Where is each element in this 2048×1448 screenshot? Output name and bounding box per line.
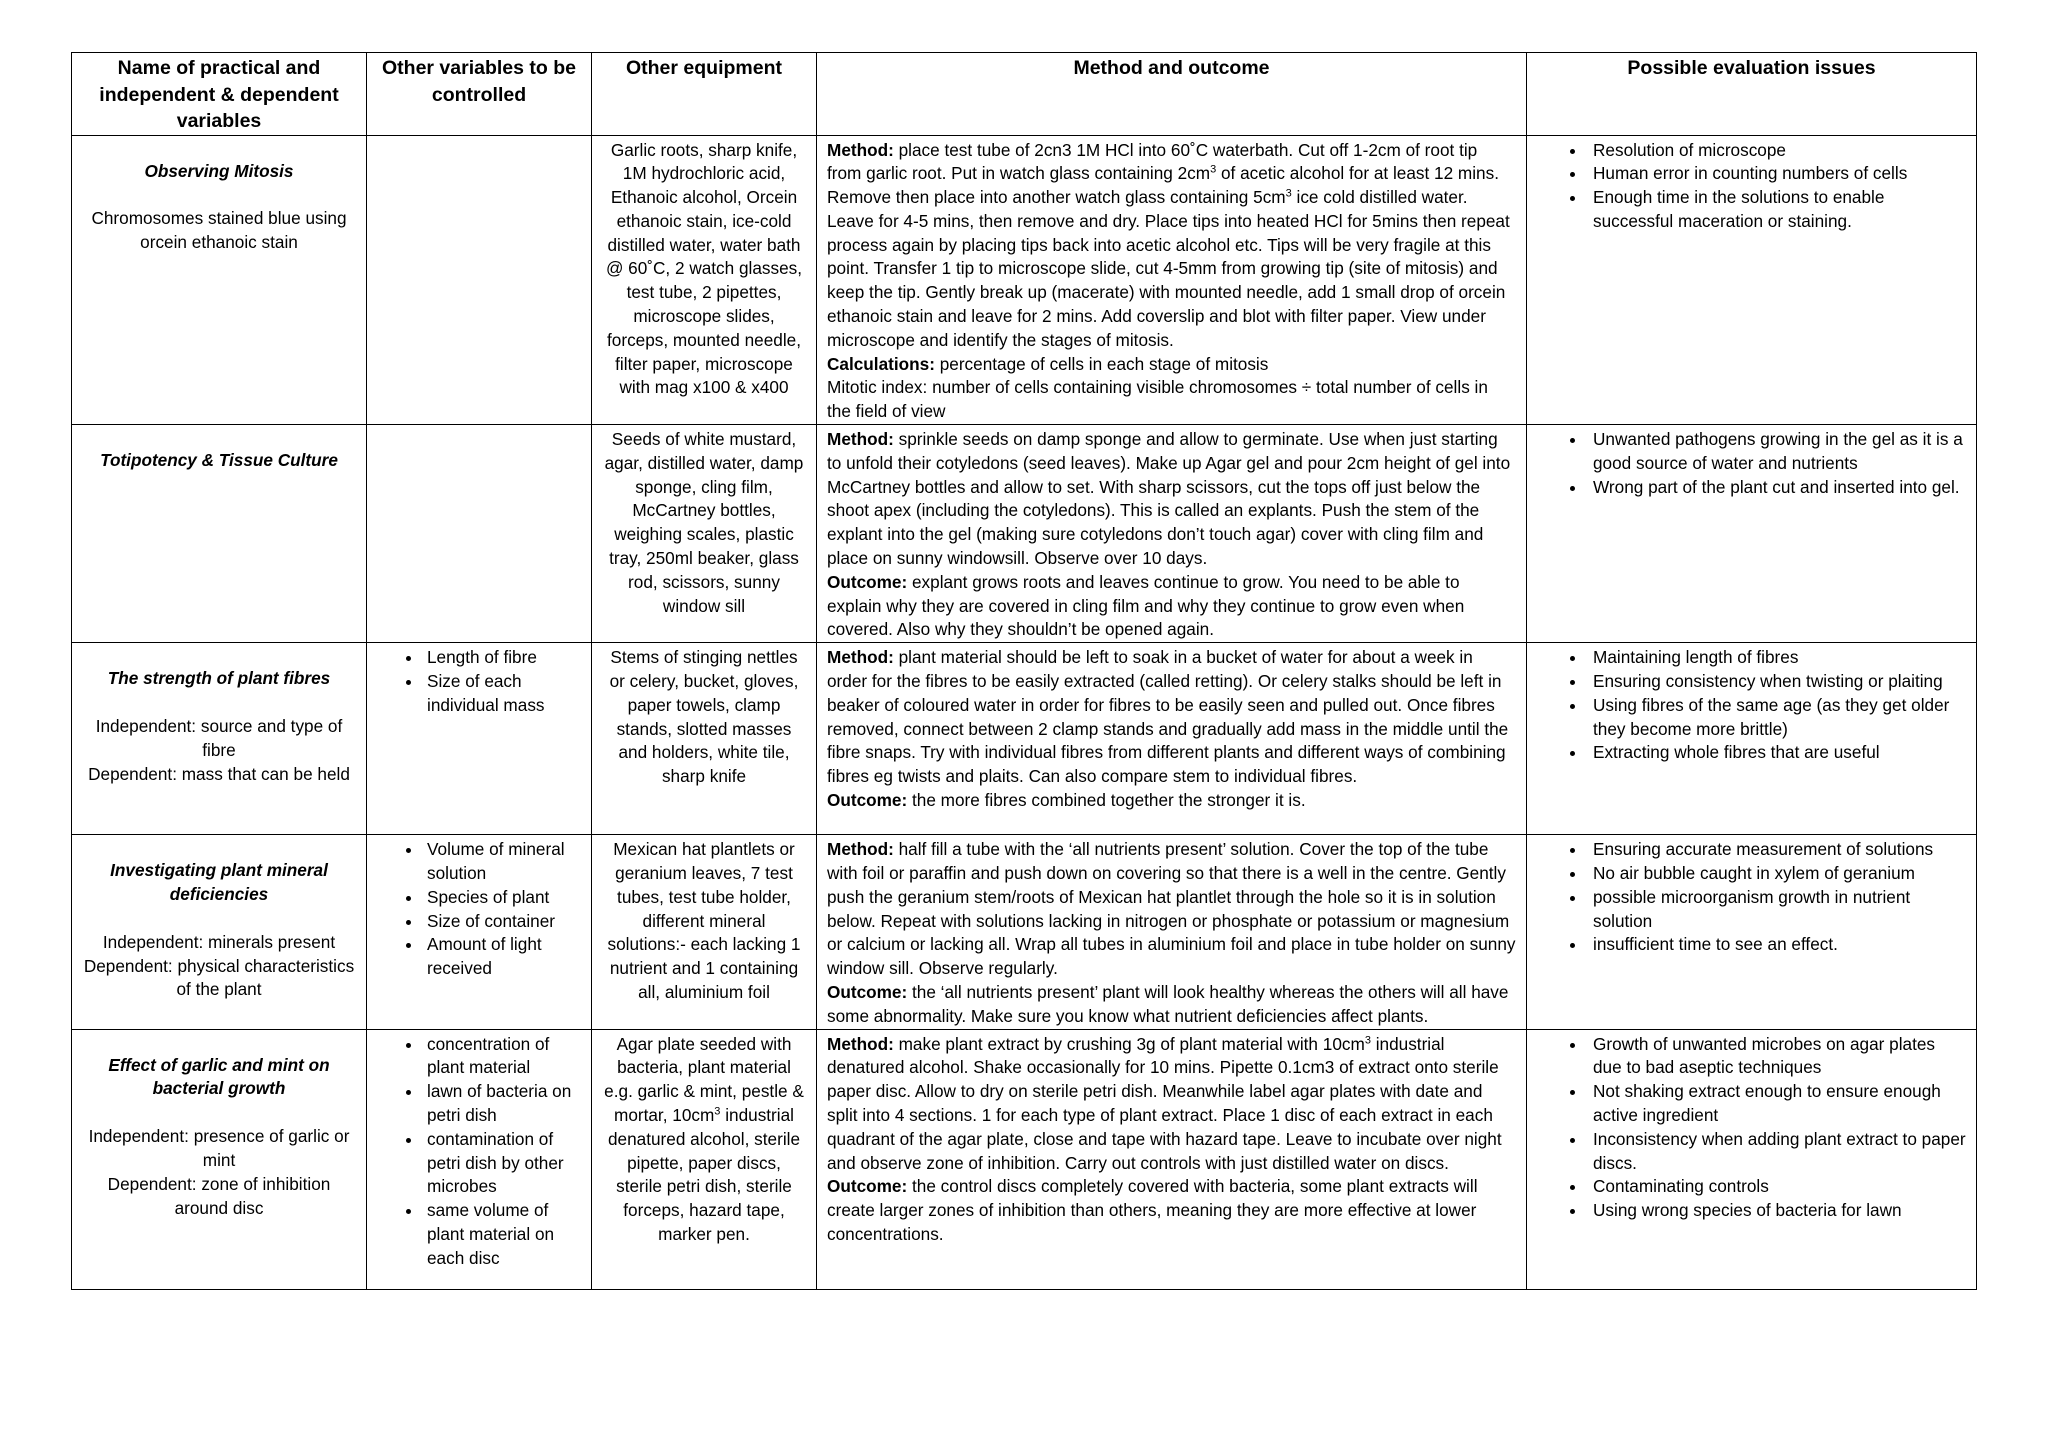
evaluation-cell <box>1527 643 1977 835</box>
controls-cell <box>367 643 592 835</box>
list-item: • possible microorganism growth in nutrient solution <box>1587 886 1966 934</box>
practical-dependent: Dependent: mass that can be held <box>88 763 350 784</box>
practical-dependent: Dependent: physical characteristics of the plant <box>83 955 355 1000</box>
mitotic-index-text: Mitotic index: number of cells containing visible chromosomes ÷ total number of cells in the field of view <box>827 377 1488 422</box>
evaluation-list <box>1537 646 1966 765</box>
evaluation-cell <box>1527 835 1977 1029</box>
method-label: Method: <box>827 839 894 860</box>
method-label: Method: <box>827 1033 894 1054</box>
controls-cell <box>367 135 592 425</box>
list-item: • Size of each individual mass <box>423 670 581 718</box>
header-equipment: Other equipment <box>592 53 817 136</box>
evaluation-cell <box>1527 425 1977 643</box>
header-method: Method and outcome <box>817 53 1527 136</box>
table-row <box>72 835 1977 1029</box>
controls-list <box>377 838 581 981</box>
list-item: • Contaminating controls <box>1587 1175 1966 1199</box>
method-cell <box>817 1029 1527 1289</box>
list-item: • Human error in counting numbers of cells <box>1587 162 1966 186</box>
method-text: Method: plant material should be left to soak in a bucket of water for about a week in order for the fibres to be easily extracted (called retting). Or celery stalks should be left in beaker of coloured water in order for fibres to be easily seen and pulled out. Once fibres removed, connect between 2 clamp stands and gradually add mass in the middle until the fibre snaps. Try with individual fibres from different plants and different ways of combining fibres eg twists and plaits. Can also compare stem to individual fibres. <box>827 647 1509 787</box>
calculations-text: Calculations: percentage of cells in each stage of mitosis <box>827 353 1269 374</box>
equipment-cell: Mexican hat plantlets or geranium leaves, 7 test tubes, test tube holder, different mineral solutions:- each lacking 1 nutrient and 1 containing all, aluminium foil <box>592 835 817 1029</box>
header-evaluation: Possible evaluation issues <box>1527 53 1977 136</box>
evaluation-list <box>1537 139 1966 234</box>
outcome-text: Outcome: explant grows roots and leaves continue to grow. You need to be able to explain why they are covered in cling film and why they continue to grow even when covered. Also why they shouldn’t be opened again. <box>827 571 1465 640</box>
practical-title: Observing Mitosis <box>144 160 294 181</box>
practical-variables: Chromosomes stained blue using orcein ethanoic stain <box>91 208 347 253</box>
list-item: • Growth of unwanted microbes on agar plates due to bad aseptic techniques <box>1587 1033 1966 1081</box>
method-label: Method: <box>827 647 894 668</box>
list-item: • lawn of bacteria on petri dish <box>423 1080 581 1128</box>
outcome-text: Outcome: the control discs completely covered with bacteria, some plant extracts will create larger zones of inhibition than others, meaning they are more effective at lower concentrations. <box>827 1176 1478 1244</box>
list-item: • Enough time in the solutions to enable successful maceration or staining. <box>1587 186 1966 234</box>
outcome-label: Outcome: <box>827 571 908 592</box>
list-item: • Resolution of microscope <box>1587 139 1966 163</box>
list-item: • No air bubble caught in xylem of geranium <box>1587 862 1966 886</box>
list-item: • Maintaining length of fibres <box>1587 646 1966 670</box>
evaluation-cell <box>1527 1029 1977 1289</box>
practical-cell <box>72 1029 367 1289</box>
list-item: • Ensuring accurate measurement of solutions <box>1587 838 1966 862</box>
list-item: • Wrong part of the plant cut and inserted into gel. <box>1587 476 1966 500</box>
practical-independent: Independent: source and type of fibre <box>95 716 343 760</box>
practical-cell <box>72 835 367 1029</box>
list-item: • Species of plant <box>423 886 581 910</box>
list-item: • Length of fibre <box>423 646 581 670</box>
list-item: • insufficient time to see an effect. <box>1587 933 1966 957</box>
equipment-cell: Seeds of white mustard, agar, distilled water, damp sponge, cling film, McCartney bottles, weighing scales, plastic tray, 250ml beaker, glass rod, scissors, sunny window sill <box>592 425 817 643</box>
method-text: Method: make plant extract by crushing 3g of plant material with $10cm^3$ industrial denatured alcohol. Shake occasionally for 10 mins. Pipette 0.1cm3 of extract onto sterile paper disc. Allow to dry on sterile petri dish. Meanwhile label agar plates with date and split into 4 sections. 1 for each type of plant extract. Place 1 disc of each extract in each quadrant of the agar plate, close and tape with hazard tape. Leave to incubate over night and observe zone of inhibition. Carry out controls with just distilled water on discs. <box>827 1033 1502 1173</box>
method-text: Method: sprinkle seeds on damp sponge and allow to germinate. Use when just starting to unfold their cotyledons (seed leaves). Make up Agar gel and pour 2cm height of gel into McCartney bottles and allow to set. With sharp scissors, cut the tops off just below the shoot apex (including the cotyledons). This is called an explants. Push the stem of the explant into the gel (making sure cotyledons don’t touch agar) cover with cling film and place on sunny windowsill. Observe over 10 days. <box>827 429 1511 569</box>
method-cell <box>817 425 1527 643</box>
table-row <box>72 1029 1977 1289</box>
controls-list <box>377 1033 581 1271</box>
practical-independent: Independent: presence of garlic or mint <box>88 1126 350 1170</box>
evaluation-list <box>1537 428 1966 499</box>
outcome-label: Outcome: <box>827 1176 908 1197</box>
table-row <box>72 135 1977 425</box>
method-cell <box>817 835 1527 1029</box>
method-cell <box>817 643 1527 835</box>
equipment-cell: Agar plate seeded with bacteria, plant material e.g. garlic & mint, pestle & mortar, $10cm^3$ industrial denatured alcohol, sterile pipette, paper discs, sterile petri dish, sterile forceps, hazard tape, marker pen. <box>592 1029 817 1289</box>
outcome-text: Outcome: the ‘all nutrients present’ plant will look healthy whereas the others will all have some abnormality. Make sure you know what nutrient deficiencies affect plants. <box>827 982 1509 1026</box>
list-item: • Size of container <box>423 910 581 934</box>
header-controls: Other variables to be controlled <box>367 53 592 136</box>
list-item: • Using wrong species of bacteria for lawn <box>1587 1199 1966 1223</box>
method-cell <box>817 135 1527 425</box>
list-item: • contamination of petri dish by other microbes <box>423 1128 581 1199</box>
list-item: • Extracting whole fibres that are useful <box>1587 741 1966 765</box>
table-row <box>72 643 1977 835</box>
controls-cell <box>367 425 592 643</box>
equipment-cell: Stems of stinging nettles or celery, bucket, gloves, paper towels, clamp stands, slotted masses and holders, white tile, sharp knife <box>592 643 817 835</box>
practical-title: The strength of plant fibres <box>107 668 331 689</box>
outcome-label: Outcome: <box>827 790 908 811</box>
practical-title: Investigating plant mineral deficiencies <box>110 860 328 905</box>
table-row <box>72 425 1977 643</box>
list-item: • concentration of plant material <box>423 1033 581 1081</box>
outcome-text: Outcome: the more fibres combined together the stronger it is. <box>827 790 1306 811</box>
header-row <box>72 53 1977 136</box>
method-text: Method: place test tube of 2cn3 1M HCl into 60˚C waterbath. Cut off 1-2cm of root tip from garlic root. Put in watch glass containing $2cm^3$ of acetic alcohol for at least 12 mins. Remove then place into another watch glass containing $5cm^3$ ice cold distilled water. Leave for 4-5 mins, then remove and dry. Place tips into heated HCl for 5mins then repeat process again by placing tips back into acetic alcohol etc. Tips will be very fragile at this point. Transfer 1 tip to microscope slide, cut 4-5mm from growing tip (site of mitosis) and keep the tip. Gently break up (macerate) with mounted needle, add 1 small drop of orcein ethanoic stain and leave for 2 mins. Add coverslip and blot with filter paper. View under microscope and identify the stages of mitosis. <box>827 139 1510 350</box>
controls-cell <box>367 835 592 1029</box>
controls-list <box>377 646 581 717</box>
method-label: Method: <box>827 139 894 160</box>
method-label: Method: <box>827 429 894 450</box>
practical-cell <box>72 135 367 425</box>
list-item: • Ensuring consistency when twisting or plaiting <box>1587 670 1966 694</box>
outcome-label: Outcome: <box>827 982 908 1003</box>
list-item: • Not shaking extract enough to ensure enough active ingredient <box>1587 1080 1966 1128</box>
header-practical: Name of practical and independent & dependent variables <box>72 53 367 136</box>
evaluation-list <box>1537 838 1966 957</box>
list-item: • same volume of plant material on each disc <box>423 1199 581 1270</box>
evaluation-list <box>1537 1033 1966 1223</box>
list-item: • Inconsistency when adding plant extract to paper discs. <box>1587 1128 1966 1176</box>
practical-cell <box>72 643 367 835</box>
practical-cell <box>72 425 367 643</box>
practical-independent: Independent: minerals present <box>102 931 336 952</box>
practical-title: Totipotency & Tissue Culture <box>100 450 338 471</box>
controls-cell <box>367 1029 592 1289</box>
method-text: Method: half fill a tube with the ‘all nutrients present’ solution. Cover the top of the tube with foil or paraffin and push down on covering so that there is a well in the centre. Gently push the geranium stem/roots of Mexican hat plantlet through the hole so it is in solution below. Repeat with solutions lacking in nitrogen or phosphate or potassium or magnesium or calcium or lacking all. Wrap all tubes in aluminium foil and place in tube holder on sunny window sill. Observe regularly. <box>827 839 1516 979</box>
list-item: • Volume of mineral solution <box>423 838 581 886</box>
evaluation-cell <box>1527 135 1977 425</box>
practical-title: Effect of garlic and mint on bacterial growth <box>108 1054 330 1099</box>
list-item: • Unwanted pathogens growing in the gel as it is a good source of water and nutrients <box>1587 428 1966 476</box>
practicals-table <box>71 52 1977 1290</box>
calculations-label: Calculations: <box>827 353 935 374</box>
list-item: • Using fibres of the same age (as they get older they become more brittle) <box>1587 694 1966 742</box>
list-item: • Amount of light received <box>423 933 581 981</box>
practical-dependent: Dependent: zone of inhibition around disc <box>107 1173 331 1218</box>
equipment-cell: Garlic roots, sharp knife, 1M hydrochloric acid, Ethanoic alcohol, Orcein ethanoic stain, ice-cold distilled water, water bath @ 60˚C, 2 watch glasses, test tube, 2 pipettes, microscope slides, forceps, mounted needle, filter paper, microscope with mag x100 & x400 <box>592 135 817 425</box>
